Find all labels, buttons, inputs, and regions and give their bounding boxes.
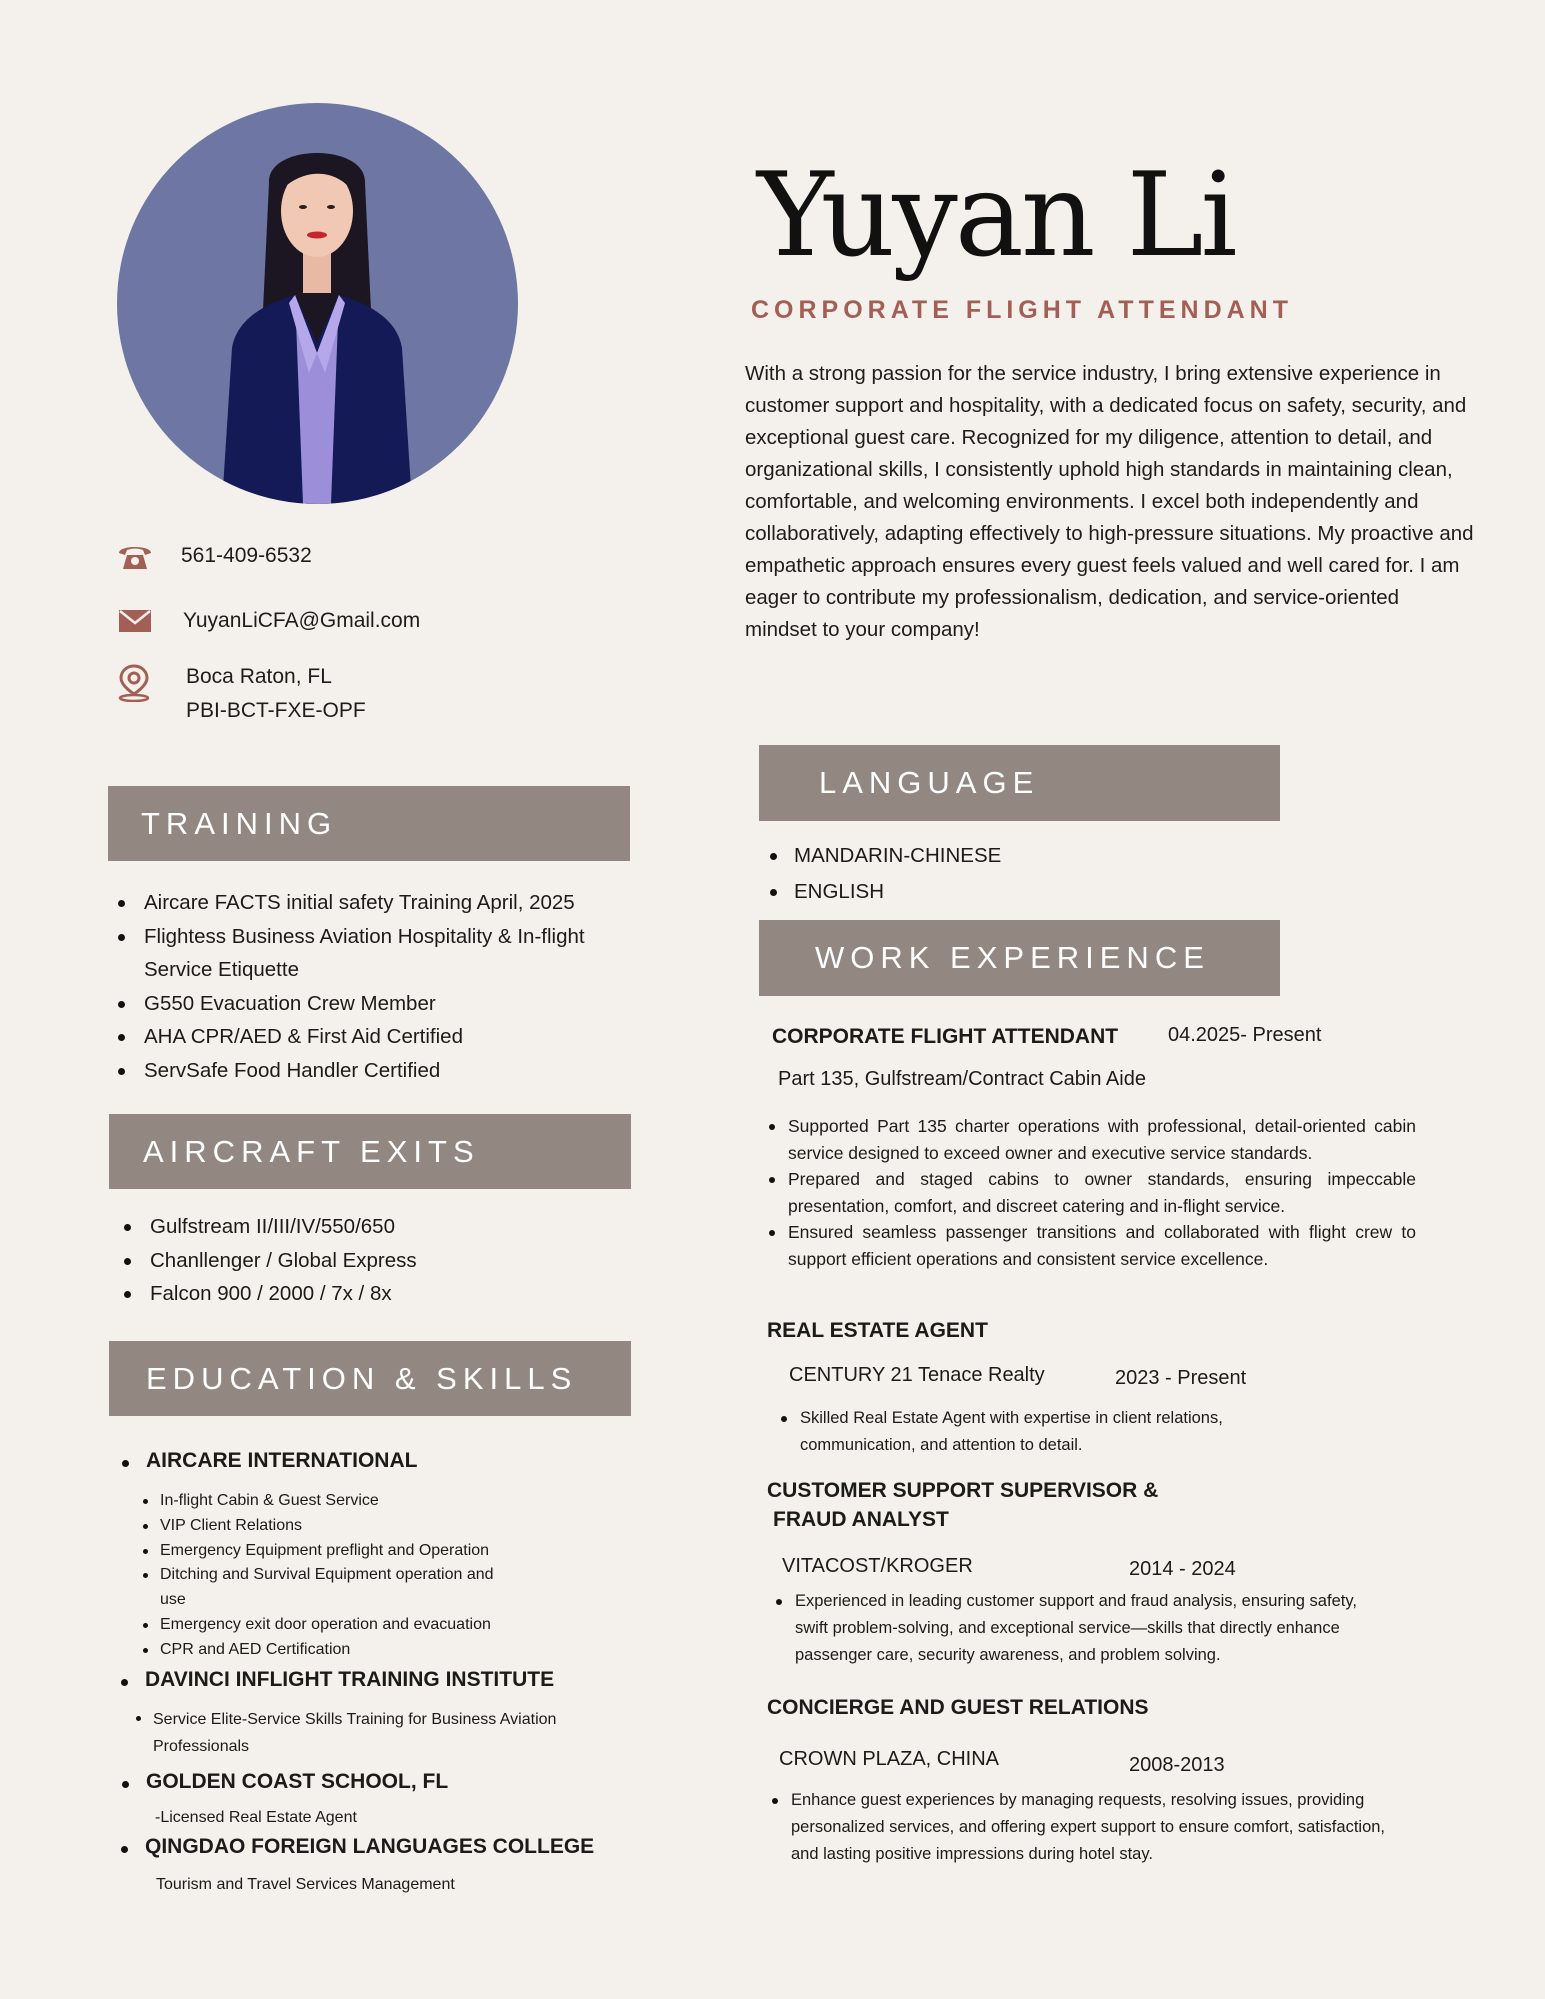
- list-item: ENGLISH: [766, 874, 1001, 910]
- profile-photo: [117, 103, 518, 504]
- list-item: Aircare FACTS initial safety Training April, 2025: [110, 886, 630, 920]
- list-item: Falcon 900 / 2000 / 7x / 8x: [116, 1277, 417, 1311]
- list-item: Flightess Business Aviation Hospitality & In-flight Service Etiquette: [110, 920, 630, 987]
- aircraft-exits-list: [116, 1210, 417, 1311]
- list-item: Prepared and staged cabins to owner standards, ensuring impeccable presentation, comfort, and discreet catering and in-flight service.: [766, 1166, 1416, 1219]
- job-dates: 2014 - 2024: [1129, 1558, 1236, 1580]
- phone-number[interactable]: 561-409-6532: [181, 544, 312, 567]
- professional-summary: With a strong passion for the service industry, I bring extensive experience in customer support and hospitality, with a dedicated focus on safety, security, and exceptional guest care. Recognized for my diligence, attention to detail, and organizational skills, I consistently uphold high standards in maintaining clean, comfortable, and welcoming environments. I excel both independently and collaboratively, adapting effectively to high-pressure situations. My proactive and empathetic approach ensures every guest feels valued and well cared for. I am eager to contribute my professionalism, dedication, and service-oriented mindset to your company!: [745, 362, 1474, 641]
- qingdao-note: Tourism and Travel Services Management: [156, 1876, 455, 1893]
- list-item: Chanllenger / Global Express: [116, 1244, 417, 1278]
- section-header-aircraft-exits: AIRCRAFT EXITS: [109, 1114, 631, 1189]
- davinci-skills-list: [133, 1706, 623, 1760]
- list-item: MANDARIN-CHINESE: [766, 838, 1001, 874]
- section-header-training: TRAINING: [108, 786, 630, 861]
- job-title: REAL ESTATE AGENT: [767, 1319, 988, 1342]
- list-item: VIP Client Relations: [140, 1514, 590, 1539]
- list-item: Service Elite-Service Skills Training for Business Aviation Professionals: [133, 1706, 623, 1760]
- list-item: Enhance guest experiences by managing requests, resolving issues, providing personalized services, and offering expert support to ensure comfort, satisfaction, and lasting positive impressions during hotel stay.: [769, 1787, 1389, 1868]
- job-title-line2: FRAUD ANALYST: [773, 1508, 949, 1531]
- list-item: Experienced in leading customer support and fraud analysis, ensuring safety, swift problem-solving, and exceptional service—skills that directly enhance passenger care, security awareness, and problem solving.: [773, 1588, 1393, 1669]
- list-item: ServSafe Food Handler Certified: [110, 1054, 630, 1088]
- list-item: Supported Part 135 charter operations with professional, detail-oriented cabin service designed to exceed owner and executive service standards.: [766, 1113, 1416, 1166]
- section-header-education: EDUCATION & SKILLS: [109, 1341, 631, 1416]
- education-aircare: AIRCARE INTERNATIONAL: [146, 1449, 418, 1472]
- job-title: CONCIERGE AND GUEST RELATIONS: [767, 1696, 1149, 1719]
- education-golden-coast: GOLDEN COAST SCHOOL, FL: [146, 1770, 449, 1793]
- section-header-work-experience: WORK EXPERIENCE: [759, 920, 1280, 996]
- job-bullets: [773, 1588, 1393, 1669]
- list-item: Ditching and Survival Equipment operation and use: [140, 1563, 520, 1613]
- aircare-skills-list: [140, 1489, 590, 1663]
- list-item: Gulfstream II/III/IV/550/650: [116, 1210, 417, 1244]
- section-header-language: LANGUAGE: [759, 745, 1280, 821]
- job-company: CENTURY 21 Tenace Realty: [789, 1364, 1045, 1386]
- list-item: CPR and AED Certification: [140, 1638, 590, 1663]
- list-item: In-flight Cabin & Guest Service: [140, 1489, 590, 1514]
- job-bullets: [766, 1113, 1416, 1272]
- email-icon: [118, 609, 152, 638]
- job-company: Part 135, Gulfstream/Contract Cabin Aide: [778, 1068, 1146, 1090]
- list-item: Emergency Equipment preflight and Operation: [140, 1539, 590, 1564]
- job-dates: 2023 - Present: [1115, 1367, 1247, 1389]
- job-bullets: [769, 1787, 1389, 1868]
- location-airports: PBI-BCT-FXE-OPF: [186, 699, 366, 722]
- location-pin-icon: [117, 664, 151, 707]
- list-item: Emergency exit door operation and evacuation: [140, 1613, 590, 1638]
- education-davinci: DAVINCI INFLIGHT TRAINING INSTITUTE: [145, 1668, 555, 1691]
- list-item: Ensured seamless passenger transitions and collaborated with flight crew to support efficient operations and consistent service excellence.: [766, 1219, 1416, 1272]
- training-list: [110, 886, 630, 1087]
- language-list: [766, 838, 1001, 910]
- job-title-heading: CORPORATE FLIGHT ATTENDANT: [751, 296, 1293, 324]
- job-title: CORPORATE FLIGHT ATTENDANT: [772, 1025, 1119, 1048]
- job-bullets: [778, 1405, 1308, 1459]
- list-item: AHA CPR/AED & First Aid Certified: [110, 1020, 630, 1054]
- candidate-name: Yuyan Li: [757, 148, 1235, 283]
- job-dates: 04.2025- Present: [1168, 1024, 1322, 1046]
- job-title-line1: CUSTOMER SUPPORT SUPERVISOR &: [767, 1479, 1159, 1502]
- location-city: Boca Raton, FL: [186, 665, 332, 688]
- job-company: CROWN PLAZA, CHINA: [779, 1748, 1000, 1770]
- golden-coast-note: -Licensed Real Estate Agent: [155, 1809, 357, 1826]
- job-company: VITACOST/KROGER: [782, 1555, 973, 1577]
- phone-icon: [117, 543, 153, 576]
- job-dates: 2008-2013: [1129, 1754, 1225, 1776]
- email-address[interactable]: YuyanLiCFA@Gmail.com: [183, 609, 421, 632]
- education-qingdao: QINGDAO FOREIGN LANGUAGES COLLEGE: [145, 1835, 595, 1858]
- list-item: G550 Evacuation Crew Member: [110, 987, 630, 1021]
- list-item: Skilled Real Estate Agent with expertise in client relations, communication, and attention to detail.: [778, 1405, 1308, 1459]
